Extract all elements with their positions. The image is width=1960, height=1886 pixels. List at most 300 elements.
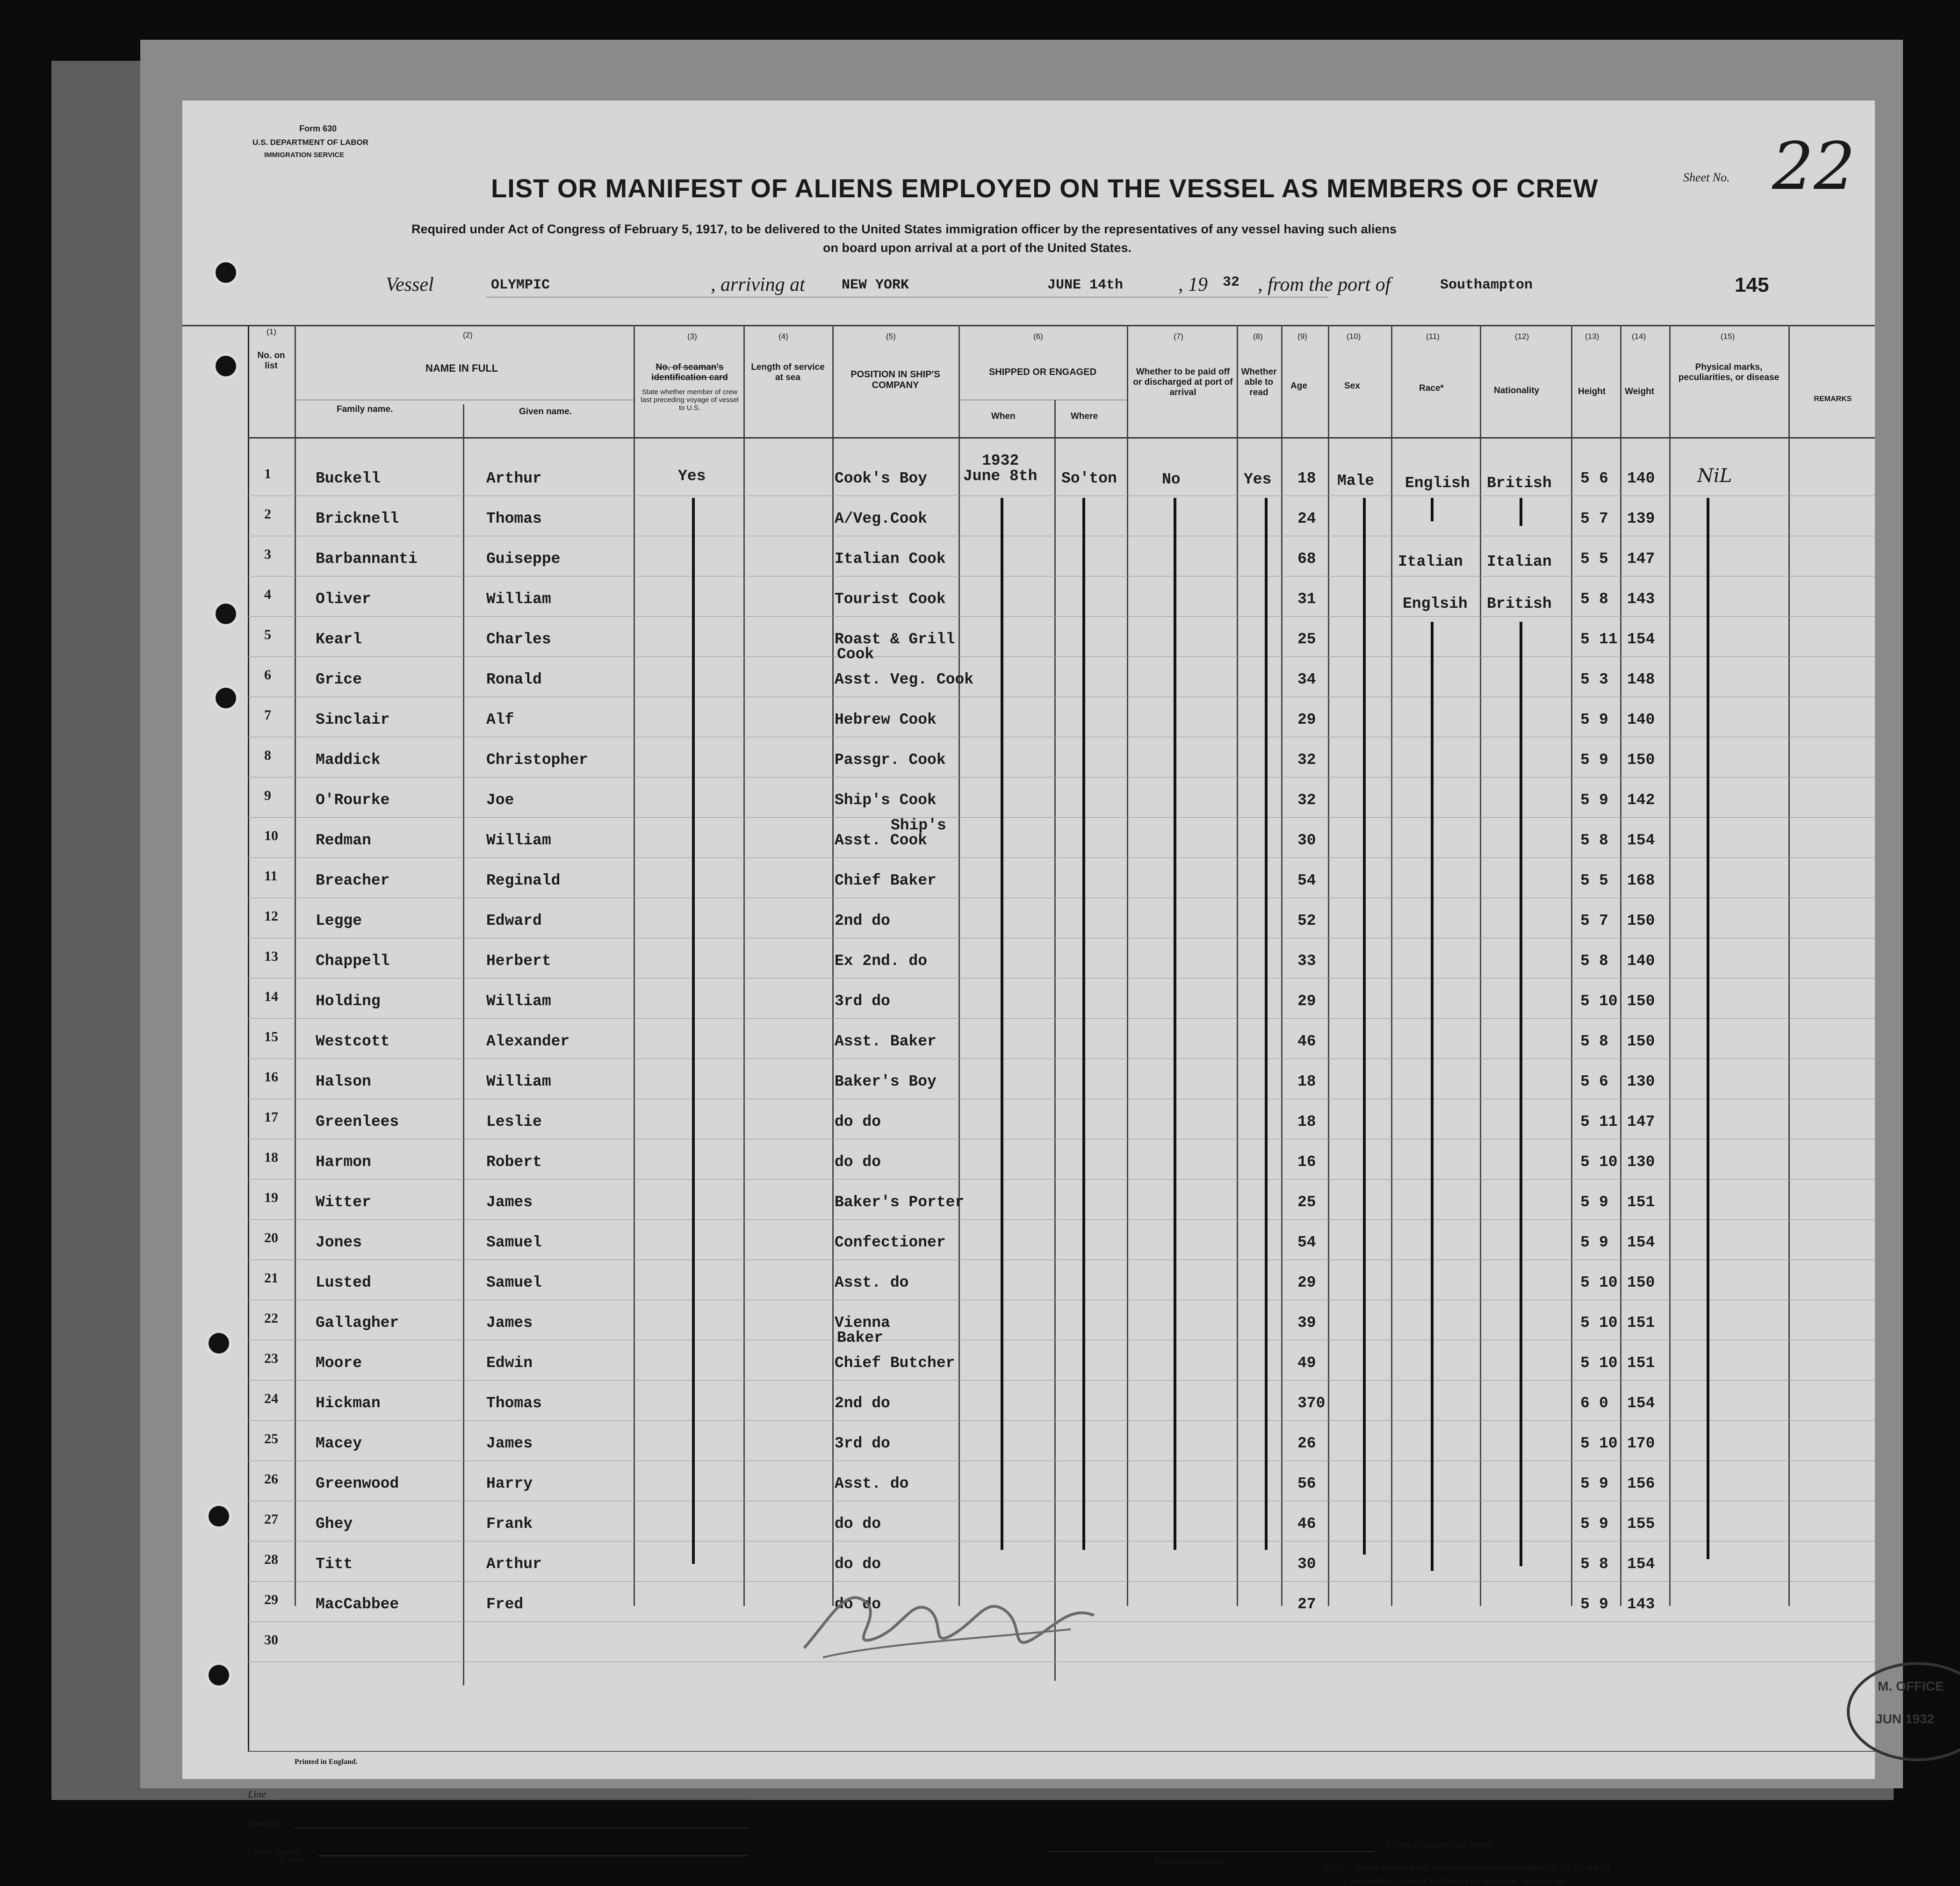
height-feet: 5 (1580, 671, 1590, 688)
row-number: 8 (264, 748, 271, 763)
row-number: 17 (264, 1109, 278, 1125)
row-rule (248, 616, 1875, 617)
given-name: Edward (486, 912, 542, 929)
weight: 150 (1627, 912, 1655, 929)
height-inches: 9 (1599, 1194, 1608, 1211)
row-number: 11 (264, 868, 278, 884)
weight: 140 (1627, 470, 1655, 487)
row-rule (248, 656, 1875, 657)
height-inches: 9 (1599, 1515, 1608, 1533)
family-name: MacCabbee (316, 1596, 399, 1613)
family-name: Buckell (316, 470, 381, 487)
position: Cook's Boy (835, 470, 928, 487)
weight: 150 (1627, 751, 1655, 769)
family-name: Jones (316, 1234, 362, 1251)
col-divider (1788, 325, 1790, 1606)
given-name: Frank (486, 1515, 533, 1533)
family-name: Redman (316, 832, 371, 849)
height-feet: 5 (1580, 470, 1590, 487)
agents-label: Local Agents (248, 1845, 302, 1857)
age: 29 (1297, 1274, 1316, 1291)
given-name: William (486, 832, 551, 849)
col-13-number: (13) (1585, 332, 1600, 341)
age: 26 (1297, 1435, 1316, 1452)
ditto-stroke (1520, 498, 1522, 526)
position: 2nd do (835, 1395, 890, 1412)
family-name: Greenwood (316, 1475, 399, 1492)
row-number: 29 (264, 1592, 278, 1607)
manifest-page (182, 101, 1944, 1886)
col-11-number: (11) (1426, 332, 1440, 341)
age: 49 (1297, 1354, 1316, 1372)
weight: 154 (1627, 1234, 1655, 1251)
height-inches: 10 (1599, 1153, 1618, 1171)
row-number: 22 (264, 1310, 278, 1326)
family-name: Greenlees (316, 1113, 399, 1130)
row-number: 14 (264, 989, 278, 1004)
from-port-label: , from the port of (1258, 274, 1391, 295)
age: 24 (1297, 510, 1316, 527)
height-feet: 5 (1580, 1153, 1590, 1171)
weight: 154 (1627, 1555, 1655, 1573)
col-10-number: (10) (1347, 332, 1361, 341)
row-number: 10 (264, 828, 278, 843)
position: Asst. do (835, 1475, 909, 1492)
height-feet: 5 (1580, 993, 1590, 1010)
row-number: 30 (264, 1632, 278, 1648)
position: Roast & Grill (835, 631, 955, 648)
weight: 170 (1627, 1435, 1655, 1452)
position: Asst. Cook (835, 832, 928, 849)
height-feet: 5 (1580, 1515, 1590, 1533)
height-inches: 9 (1599, 1596, 1608, 1613)
paid-off-value: No (1162, 471, 1181, 488)
height-inches: 8 (1599, 832, 1608, 849)
physical-marks-value: NiL (1697, 465, 1732, 487)
weight: 150 (1627, 993, 1655, 1010)
height-inches: 8 (1599, 952, 1608, 970)
height-inches: 9 (1599, 751, 1608, 769)
line-label: Line (248, 1788, 267, 1800)
col-divider (1054, 400, 1056, 1681)
position: do do (835, 1113, 881, 1130)
family-name: Witter (316, 1194, 371, 1211)
height-inches: 10 (1599, 993, 1618, 1010)
family-name: Gallagher (316, 1314, 399, 1332)
given-name: Charles (486, 631, 551, 648)
punch-hole-icon (213, 259, 239, 286)
height-inches: 10 (1599, 1354, 1618, 1372)
given-name: Herbert (486, 952, 551, 970)
ditto-stroke (1265, 498, 1268, 1550)
ditto-stroke (1431, 498, 1434, 521)
position: Vienna (835, 1314, 890, 1332)
stamp-date-text: JUN 1932 (1875, 1712, 1935, 1726)
given-name: William (486, 993, 551, 1010)
family-name: Bricknell (316, 510, 399, 527)
weight: 147 (1627, 550, 1655, 568)
position: 3rd do (835, 1435, 890, 1452)
row-number: 28 (264, 1552, 278, 1567)
row-number: 1 (264, 466, 271, 482)
age: 32 (1297, 751, 1316, 769)
weight: 154 (1627, 631, 1655, 648)
age: 18 (1297, 1073, 1316, 1090)
col-divider (1480, 325, 1481, 1606)
table-bottom-border (248, 1751, 1875, 1752)
given-name: Thomas (486, 510, 542, 527)
weight: 148 (1627, 671, 1655, 688)
col-3-struck-header: No. of seaman's identification card (651, 362, 728, 382)
position: Passgr. Cook (835, 751, 946, 769)
age: 34 (1297, 671, 1316, 688)
given-name: Alf (486, 711, 514, 728)
col-8-header: Whether able to read (1241, 367, 1277, 397)
position: Asst. Baker (835, 1033, 937, 1050)
position: Baker's Porter (835, 1194, 965, 1211)
form-subtitle-line-1: Required under Act of Congress of February 5, 1917, to be delivered to the United States immigration officer by the representatives of any vessel having such aliens (411, 222, 1397, 236)
height-feet: 5 (1580, 912, 1590, 929)
age: 18 (1297, 470, 1316, 487)
col-1-header: No. on list (257, 351, 285, 371)
shipped-year: 1932 (982, 452, 1019, 469)
height-feet: 5 (1580, 550, 1590, 568)
col-14-number: (14) (1632, 332, 1646, 341)
height-feet: 5 (1580, 1555, 1590, 1573)
weight: 150 (1627, 1274, 1655, 1291)
col-4-number: (4) (778, 332, 788, 341)
shipped-where: So'ton (1061, 470, 1117, 487)
weight: 155 (1627, 1515, 1655, 1533)
height-inches: 0 (1599, 1395, 1608, 1412)
given-name: Reginald (486, 872, 561, 889)
race-footnote: * See list of races on back hereof. (1379, 1840, 1493, 1849)
col-divider (1391, 325, 1392, 1606)
family-name: Holding (316, 993, 381, 1010)
service-name: IMMIGRATION SERVICE (264, 151, 345, 159)
weight: 156 (1627, 1475, 1655, 1492)
row-rule (248, 1018, 1875, 1019)
inspector-signature (790, 1559, 1117, 1671)
height-feet: 5 (1580, 510, 1590, 527)
given-name: Edwin (486, 1354, 533, 1372)
col-8-number: (8) (1253, 332, 1263, 341)
height-feet: 5 (1580, 872, 1590, 889)
weight: 140 (1627, 711, 1655, 728)
row-number: 21 (264, 1270, 278, 1286)
prev-voyage-value: Yes (678, 468, 706, 485)
col-5-number: (5) (886, 332, 896, 341)
row-number: 15 (264, 1029, 278, 1044)
sex-value: Male (1337, 472, 1375, 489)
age: 46 (1297, 1515, 1316, 1533)
ditto-stroke (1082, 498, 1085, 1550)
family-name: Halson (316, 1073, 371, 1090)
form-title: LIST OR MANIFEST OF ALIENS EMPLOYED ON THE VESSEL AS MEMBERS OF CREW (491, 173, 1599, 203)
col-divider (832, 325, 834, 1606)
row-number: 7 (264, 707, 271, 723)
height-feet: 5 (1580, 1234, 1590, 1251)
age: 27 (1297, 1596, 1316, 1613)
row-number: 5 (264, 627, 271, 642)
col-5-header: POSITION IN SHIP'S COMPANY (850, 369, 940, 390)
list-number: 145 (1735, 274, 1769, 296)
arrival-date: JUNE 14th (1047, 277, 1124, 293)
row-number: 19 (264, 1190, 278, 1205)
header-bottom-border (248, 437, 1875, 439)
position: 3rd do (835, 993, 890, 1010)
nationality-italian: Italian (1487, 553, 1552, 570)
vessel-label: Vessel (386, 274, 434, 295)
weight: 143 (1627, 1596, 1655, 1613)
given-name: William (486, 1073, 551, 1090)
height-feet: 5 (1580, 1475, 1590, 1492)
height-feet: 6 (1580, 1395, 1590, 1412)
weight: 151 (1627, 1194, 1655, 1211)
family-name: Ghey (316, 1515, 353, 1533)
col-10-header: Sex (1344, 381, 1360, 391)
position: Ex 2nd. do (835, 952, 928, 970)
row-number: 9 (264, 788, 271, 803)
col-divider (1669, 325, 1671, 1606)
family-name: Hickman (316, 1395, 381, 1412)
height-feet: 5 (1580, 792, 1590, 809)
height-inches: 6 (1599, 470, 1608, 487)
given-name: Samuel (486, 1234, 542, 1251)
col-12-header: Nationality (1494, 386, 1540, 396)
family-name: Harmon (316, 1153, 371, 1171)
inspector-label: Immigrant Inspector. (1155, 1856, 1225, 1865)
height-inches: 8 (1599, 1555, 1608, 1573)
height-inches: 5 (1599, 872, 1608, 889)
height-inches: 5 (1599, 550, 1608, 568)
family-name: Macey (316, 1435, 362, 1452)
position: Ship's Cook (835, 792, 937, 809)
weight: 143 (1627, 590, 1655, 608)
height-feet: 5 (1580, 631, 1590, 648)
remarks-header: REMARKS (1814, 395, 1852, 403)
given-name: Guiseppe (486, 550, 561, 568)
height-inches: 10 (1599, 1435, 1618, 1452)
row-rule (248, 978, 1875, 979)
year-prefix: , 19 (1178, 274, 1208, 295)
department-name: U.S. DEPARTMENT OF LABOR (252, 138, 369, 147)
age: 46 (1297, 1033, 1316, 1050)
age: 25 (1297, 1194, 1316, 1211)
family-name: O'Rourke (316, 792, 390, 809)
age: 52 (1297, 912, 1316, 929)
position: Confectioner (835, 1234, 946, 1251)
row-number: 16 (264, 1069, 278, 1085)
when-header: When (991, 411, 1016, 421)
ditto-stroke (1001, 498, 1003, 1550)
col-15-number: (15) (1721, 332, 1735, 341)
height-feet: 5 (1580, 711, 1590, 728)
given-name: Leslie (486, 1113, 542, 1130)
age: 56 (1297, 1475, 1316, 1492)
position: do do (835, 1153, 881, 1171)
arrival-port: NEW YORK (842, 277, 909, 293)
col-divider (634, 325, 635, 1606)
inspector-underline (1047, 1851, 1375, 1852)
height-feet: 5 (1580, 751, 1590, 769)
position: do do (835, 1515, 881, 1533)
height-inches: 9 (1599, 711, 1608, 728)
col-divider (248, 325, 249, 1751)
penalty-note-line-1: NOTE.—Failure to furnish full or correct information in columns (2), (5), (6) and (7) (1323, 1863, 1610, 1872)
height-feet: 5 (1580, 952, 1590, 970)
given-name: Robert (486, 1153, 542, 1171)
col-12-number: (12) (1515, 332, 1529, 341)
col-9-number: (9) (1297, 332, 1307, 341)
age: 30 (1297, 832, 1316, 849)
position-inserted-word: Ship's (891, 817, 946, 834)
height-inches: 11 (1599, 631, 1618, 648)
age: 54 (1297, 872, 1316, 889)
given-name: Harry (486, 1475, 533, 1492)
punch-hole-icon (213, 685, 239, 711)
row-rule (248, 1380, 1875, 1381)
ditto-stroke (1431, 622, 1434, 1571)
family-name: Barbannanti (316, 550, 418, 568)
position: Asst. do (835, 1274, 909, 1291)
row-number: 3 (264, 547, 271, 562)
height-inches: 10 (1599, 1314, 1618, 1332)
col-2-number: (2) (463, 331, 473, 339)
family-name: Kearl (316, 631, 362, 648)
weight: 154 (1627, 1395, 1655, 1412)
col-divider (1620, 325, 1621, 1606)
given-name: James (486, 1194, 533, 1211)
family-name: Sinclair (316, 711, 390, 728)
height-feet: 5 (1580, 1033, 1590, 1050)
row-number: 26 (264, 1471, 278, 1487)
position: A/Veg.Cook (835, 510, 928, 527)
able-to-read-value: Yes (1244, 471, 1272, 488)
age: 29 (1297, 993, 1316, 1010)
family-name: Westcott (316, 1033, 390, 1050)
row-rule (248, 817, 1875, 818)
age: 54 (1297, 1234, 1316, 1251)
given-name-header: Given name. (519, 407, 572, 417)
col-divider (1571, 325, 1572, 1606)
col-7-number: (7) (1174, 332, 1183, 341)
row-number: 4 (264, 587, 271, 602)
height-feet: 5 (1580, 1354, 1590, 1372)
height-inches: 8 (1599, 590, 1608, 608)
weight: 130 (1627, 1073, 1655, 1090)
departure-port: Southampton (1440, 277, 1533, 293)
given-name: James (486, 1435, 533, 1452)
age: 18 (1297, 1113, 1316, 1130)
given-name: William (486, 590, 551, 608)
race-value: English (1405, 475, 1470, 492)
punch-hole-icon (206, 1662, 232, 1688)
position: Asst. Veg. Cook (835, 671, 974, 688)
col-3-number: (3) (687, 332, 697, 341)
given-name: Fred (486, 1596, 524, 1613)
height-feet: 5 (1580, 1435, 1590, 1452)
row-number: 27 (264, 1512, 278, 1527)
row-number: 20 (264, 1230, 278, 1245)
given-name: Alexander (486, 1033, 570, 1050)
position: Tourist Cook (835, 590, 946, 608)
age: 32 (1297, 792, 1316, 809)
position: Chief Baker (835, 872, 937, 889)
height-inches: 11 (1599, 1113, 1618, 1130)
col-divider (463, 404, 464, 1685)
family-name: Legge (316, 912, 362, 929)
given-name: Arthur (486, 470, 542, 487)
col-1-number: (1) (267, 327, 276, 336)
height-inches: 3 (1599, 671, 1608, 688)
stamp-office-text: M. OFFICE (1878, 1679, 1944, 1693)
weight: 151 (1627, 1354, 1655, 1372)
height-feet: 5 (1580, 832, 1590, 849)
family-name: Lusted (316, 1274, 371, 1291)
col-13-header: Height (1578, 387, 1606, 396)
race-italian: Italian (1398, 553, 1463, 570)
row-number: 23 (264, 1351, 278, 1366)
family-name: Chappell (316, 952, 390, 970)
given-name: Christopher (486, 751, 588, 769)
position: do do (835, 1555, 881, 1573)
col-divider (295, 325, 296, 1606)
weight: 147 (1627, 1113, 1655, 1130)
height-inches: 8 (1599, 1033, 1608, 1050)
height-feet: 5 (1580, 1073, 1590, 1090)
form-subtitle-line-2: on board upon arrival at a port of the United States. (823, 241, 1132, 255)
row-rule (248, 1058, 1875, 1059)
position: do do (835, 1596, 881, 1613)
weight: 140 (1627, 952, 1655, 970)
position: Italian Cook (835, 550, 946, 568)
family-name: Maddick (316, 751, 381, 769)
printed-note: Printed in England. (295, 1758, 358, 1766)
given-name: Thomas (486, 1395, 542, 1412)
nationality-value: British (1487, 475, 1552, 492)
age: 33 (1297, 952, 1316, 970)
col-15-header: Physical marks, peculiarities, or disease (1678, 362, 1780, 382)
weight: 142 (1627, 792, 1655, 809)
height-feet: 5 (1580, 1314, 1590, 1332)
sheet-number-label: Sheet No. (1683, 171, 1730, 184)
height-inches: 7 (1599, 912, 1608, 929)
where-header: Where (1071, 411, 1098, 421)
height-feet: 5 (1580, 1274, 1590, 1291)
family-name: Oliver (316, 590, 371, 608)
col-divider (1237, 325, 1238, 1606)
age: 25 (1297, 631, 1316, 648)
row-number: 12 (264, 908, 278, 924)
nationality-british-2: British (1487, 595, 1552, 612)
given-name: James (486, 1314, 533, 1332)
height-inches: 6 (1599, 1073, 1608, 1090)
weight: 139 (1627, 510, 1655, 527)
arriving-label: , arriving at (711, 274, 805, 295)
age: 68 (1297, 550, 1316, 568)
owners-label: Owners (248, 1817, 280, 1829)
col-6-number: (6) (1033, 332, 1043, 341)
col-divider (743, 325, 745, 1606)
ditto-stroke (1707, 498, 1709, 1559)
agents-code: 14—1360 (276, 1857, 302, 1864)
position: Baker's Boy (835, 1073, 937, 1090)
row-number: 24 (264, 1391, 278, 1406)
family-name: Grice (316, 671, 362, 688)
col-divider (958, 325, 960, 1606)
col-11-header: Race* (1419, 383, 1444, 393)
